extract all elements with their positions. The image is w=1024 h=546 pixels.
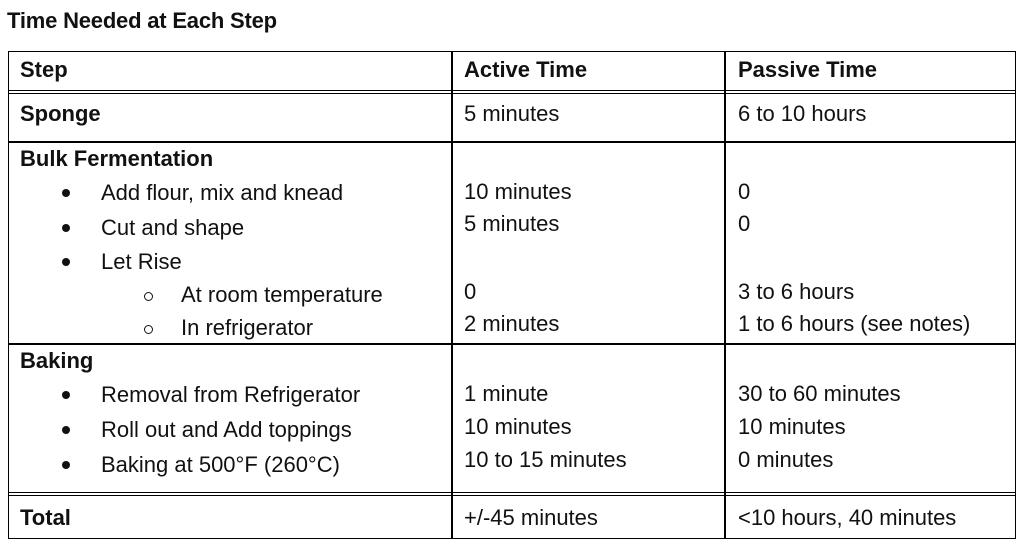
column-divider bbox=[451, 51, 453, 539]
bullet-icon bbox=[62, 391, 70, 399]
row-divider bbox=[8, 141, 1016, 143]
active-time-value: 0 bbox=[464, 279, 477, 304]
passive-time-value: 6 to 10 hours bbox=[738, 101, 867, 126]
passive-time-value: 1 to 6 hours (see notes) bbox=[738, 311, 971, 336]
circle-bullet-icon bbox=[144, 325, 153, 334]
passive-time-value: 0 bbox=[738, 179, 751, 204]
section-heading: Baking bbox=[20, 348, 94, 373]
active-time-value: 10 minutes bbox=[464, 179, 572, 204]
bullet-icon bbox=[62, 189, 70, 197]
page-title: Time Needed at Each Step bbox=[7, 8, 277, 33]
active-time-value: +/-45 minutes bbox=[464, 505, 598, 530]
step-label: In refrigerator bbox=[181, 315, 314, 340]
header-active-time: Active Time bbox=[464, 57, 588, 82]
active-time-value: 10 minutes bbox=[464, 414, 572, 439]
active-time-value: 2 minutes bbox=[464, 311, 560, 336]
header-passive-time: Passive Time bbox=[738, 57, 878, 82]
total-double-rule bbox=[8, 492, 1016, 496]
section-heading: Bulk Fermentation bbox=[20, 146, 214, 171]
passive-time-value: 30 to 60 minutes bbox=[738, 381, 901, 406]
bullet-icon bbox=[62, 426, 70, 434]
passive-time-value: 0 bbox=[738, 211, 751, 236]
step-label: Let Rise bbox=[101, 249, 182, 274]
active-time-value: 5 minutes bbox=[464, 101, 560, 126]
step-label: Add flour, mix and knead bbox=[101, 180, 344, 205]
header-step: Step bbox=[20, 57, 68, 82]
active-time-value: 1 minute bbox=[464, 381, 549, 406]
bullet-icon bbox=[62, 258, 70, 266]
bullet-icon bbox=[62, 224, 70, 232]
bullet-icon bbox=[62, 461, 70, 469]
step-label: Total bbox=[20, 505, 71, 530]
step-label: Removal from Refrigerator bbox=[101, 382, 361, 407]
step-label: Roll out and Add toppings bbox=[101, 417, 352, 442]
header-double-rule bbox=[8, 90, 1016, 94]
step-label: At room temperature bbox=[181, 282, 383, 307]
passive-time-value: 3 to 6 hours bbox=[738, 279, 855, 304]
step-label: Cut and shape bbox=[101, 215, 245, 240]
active-time-value: 10 to 15 minutes bbox=[464, 447, 627, 472]
row-divider bbox=[8, 343, 1016, 345]
step-label: Baking at 500°F (260°C) bbox=[101, 452, 340, 477]
active-time-value: 5 minutes bbox=[464, 211, 560, 236]
column-divider bbox=[724, 51, 726, 539]
step-label: Sponge bbox=[20, 101, 101, 126]
passive-time-value: <10 hours, 40 minutes bbox=[738, 505, 957, 530]
circle-bullet-icon bbox=[144, 292, 153, 301]
passive-time-value: 10 minutes bbox=[738, 414, 846, 439]
passive-time-value: 0 minutes bbox=[738, 447, 834, 472]
